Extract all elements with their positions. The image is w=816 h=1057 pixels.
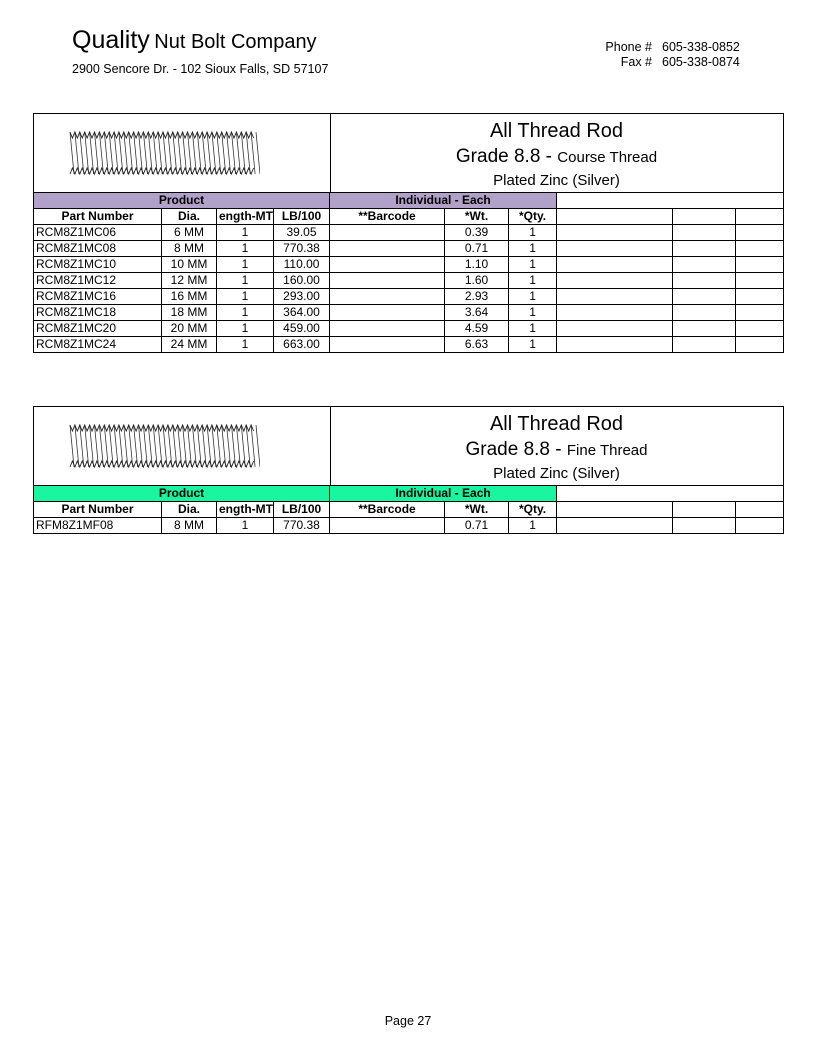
barcode-cell: [330, 337, 445, 353]
weight-cell: 1.60: [445, 273, 509, 289]
part-number-cell: RCM8Z1MC18: [34, 305, 162, 321]
col-dia: Dia.: [162, 209, 217, 225]
weight-cell: 0.39: [445, 225, 509, 241]
section-finish: Plated Zinc (Silver): [493, 172, 620, 189]
qty-cell: 1: [509, 257, 557, 273]
threaded-rod-icon: [66, 128, 260, 180]
dia-cell: 24 MM: [162, 337, 217, 353]
col-length: ength-MT: [217, 502, 274, 518]
qty-cell: 1: [509, 305, 557, 321]
qty-cell: 1: [509, 518, 557, 534]
threaded-rod-icon: [66, 421, 260, 473]
empty-cell: [557, 502, 673, 518]
qty-cell: 1: [509, 241, 557, 257]
table-row: [34, 518, 784, 534]
barcode-cell: [330, 518, 445, 534]
dia-cell: 10 MM: [162, 257, 217, 273]
weight-cell: 3.64: [445, 305, 509, 321]
lb100-cell: 770.38: [274, 241, 330, 257]
table-row: [34, 225, 784, 241]
weight-cell: 4.59: [445, 321, 509, 337]
section-grade: Grade 8.8 -: [465, 439, 567, 460]
table-row: [34, 321, 784, 337]
section-grade: Grade 8.8 -: [455, 146, 558, 167]
section-course-thread: [33, 113, 784, 353]
length-cell: 1: [217, 257, 274, 273]
section-titles: [330, 114, 783, 191]
empty-cell: [736, 257, 784, 273]
empty-cell: [736, 209, 784, 225]
empty-cell: [673, 337, 736, 353]
length-cell: 1: [217, 337, 274, 353]
length-cell: 1: [217, 273, 274, 289]
company-name-bold: Quality: [72, 26, 150, 54]
weight-cell: 0.71: [445, 518, 509, 534]
dia-cell: 8 MM: [162, 241, 217, 257]
empty-cell: [736, 241, 784, 257]
col-qty: *Qty.: [509, 502, 557, 518]
section-thread-type: Fine Thread: [566, 442, 648, 459]
empty-cell: [736, 225, 784, 241]
product-table: [33, 486, 784, 534]
category-row: [34, 193, 784, 209]
lb100-cell: 39.05: [274, 225, 330, 241]
part-number-cell: RFM8Z1MF08: [34, 518, 162, 534]
table-row: [34, 337, 784, 353]
empty-cell: [736, 305, 784, 321]
empty-cell: [557, 518, 673, 534]
lb100-cell: 770.38: [274, 518, 330, 534]
dia-cell: 6 MM: [162, 225, 217, 241]
empty-cell: [557, 241, 673, 257]
weight-cell: 1.10: [445, 257, 509, 273]
weight-cell: 0.71: [445, 241, 509, 257]
section-finish: Plated Zinc (Silver): [493, 465, 620, 482]
part-number-cell: RCM8Z1MC20: [34, 321, 162, 337]
barcode-cell: [330, 241, 445, 257]
col-lb100: LB/100: [274, 502, 330, 518]
empty-cell: [557, 209, 673, 225]
table-row: [34, 257, 784, 273]
part-number-cell: RCM8Z1MC06: [34, 225, 162, 241]
empty-cell: [736, 321, 784, 337]
empty-cell: [736, 337, 784, 353]
length-cell: 1: [217, 241, 274, 257]
lb100-cell: 160.00: [274, 273, 330, 289]
dia-cell: 12 MM: [162, 273, 217, 289]
qty-cell: 1: [509, 321, 557, 337]
threaded-rod-image-cell: [34, 114, 331, 192]
product-group-header: Product: [34, 486, 330, 502]
empty-cell: [557, 321, 673, 337]
weight-cell: 6.63: [445, 337, 509, 353]
col-qty: *Qty.: [509, 209, 557, 225]
barcode-cell: [330, 289, 445, 305]
empty-cell: [673, 257, 736, 273]
empty-group-header: [557, 486, 784, 502]
dia-cell: 8 MM: [162, 518, 217, 534]
part-number-cell: RCM8Z1MC24: [34, 337, 162, 353]
barcode-cell: [330, 305, 445, 321]
dia-cell: 16 MM: [162, 289, 217, 305]
qty-cell: 1: [509, 273, 557, 289]
table-row: [34, 241, 784, 257]
col-part-number: Part Number: [34, 209, 162, 225]
part-number-cell: RCM8Z1MC16: [34, 289, 162, 305]
barcode-cell: [330, 257, 445, 273]
col-dia: Dia.: [162, 502, 217, 518]
threaded-rod-image-cell: [34, 407, 331, 485]
empty-cell: [736, 518, 784, 534]
section-fine-thread: [33, 406, 784, 534]
empty-cell: [673, 289, 736, 305]
product-group-header: Product: [34, 193, 330, 209]
empty-cell: [557, 225, 673, 241]
lb100-cell: 293.00: [274, 289, 330, 305]
page-number: Page 27: [384, 1014, 432, 1028]
empty-group-header: [557, 193, 784, 209]
empty-cell: [673, 305, 736, 321]
weight-cell: 2.93: [445, 289, 509, 305]
col-lb100: LB/100: [274, 209, 330, 225]
lb100-cell: 110.00: [274, 257, 330, 273]
company-name-rest: Nut Bolt Company: [154, 31, 317, 53]
section-grade-line: [330, 145, 783, 170]
empty-cell: [736, 502, 784, 518]
table-row: [34, 289, 784, 305]
empty-cell: [673, 518, 736, 534]
section-titles: [330, 407, 783, 484]
lb100-cell: 364.00: [274, 305, 330, 321]
dia-cell: 18 MM: [162, 305, 217, 321]
individual-group-header: Individual - Each: [330, 486, 557, 502]
empty-cell: [557, 273, 673, 289]
empty-cell: [673, 273, 736, 289]
empty-cell: [736, 289, 784, 305]
dia-cell: 20 MM: [162, 321, 217, 337]
part-number-cell: RCM8Z1MC08: [34, 241, 162, 257]
col-part-number: Part Number: [34, 502, 162, 518]
section-banner: [33, 406, 784, 486]
col-length: ength-MT: [217, 209, 274, 225]
qty-cell: 1: [509, 337, 557, 353]
part-number-cell: RCM8Z1MC10: [34, 257, 162, 273]
col-barcode: **Barcode: [330, 209, 445, 225]
section-banner: [33, 113, 784, 193]
length-cell: 1: [217, 289, 274, 305]
part-number-cell: RCM8Z1MC12: [34, 273, 162, 289]
empty-cell: [557, 337, 673, 353]
section-thread-type: Course Thread: [557, 149, 658, 166]
empty-cell: [557, 289, 673, 305]
col-weight: *Wt.: [445, 209, 509, 225]
empty-cell: [673, 209, 736, 225]
individual-group-header: Individual - Each: [330, 193, 557, 209]
fax-label: Fax #: [620, 55, 652, 69]
contact-block: [600, 40, 740, 70]
column-header-row: [34, 502, 784, 518]
empty-cell: [673, 241, 736, 257]
length-cell: 1: [217, 321, 274, 337]
fax-number: 605-338-0874: [662, 55, 740, 69]
phone-label: Phone #: [605, 40, 652, 54]
product-table: [33, 193, 784, 353]
lb100-cell: 663.00: [274, 337, 330, 353]
length-cell: 1: [217, 305, 274, 321]
column-header-row: [34, 209, 784, 225]
company-address: 2900 Sencore Dr. - 102 Sioux Falls, SD 57107: [72, 62, 329, 76]
empty-cell: [557, 257, 673, 273]
table-row: [34, 305, 784, 321]
qty-cell: 1: [509, 289, 557, 305]
lb100-cell: 459.00: [274, 321, 330, 337]
category-row: [34, 486, 784, 502]
phone-number: 605-338-0852: [662, 40, 740, 54]
section-grade-line: [330, 438, 783, 463]
section-title: All Thread Rod: [489, 120, 624, 142]
empty-cell: [736, 273, 784, 289]
empty-cell: [673, 225, 736, 241]
length-cell: 1: [217, 225, 274, 241]
barcode-cell: [330, 225, 445, 241]
empty-cell: [557, 305, 673, 321]
empty-cell: [673, 502, 736, 518]
col-weight: *Wt.: [445, 502, 509, 518]
table-row: [34, 273, 784, 289]
barcode-cell: [330, 273, 445, 289]
company-name: [72, 26, 328, 58]
barcode-cell: [330, 321, 445, 337]
length-cell: 1: [217, 518, 274, 534]
qty-cell: 1: [509, 225, 557, 241]
col-barcode: **Barcode: [330, 502, 445, 518]
company-header: [72, 26, 328, 76]
empty-cell: [673, 321, 736, 337]
section-title: All Thread Rod: [489, 413, 624, 435]
